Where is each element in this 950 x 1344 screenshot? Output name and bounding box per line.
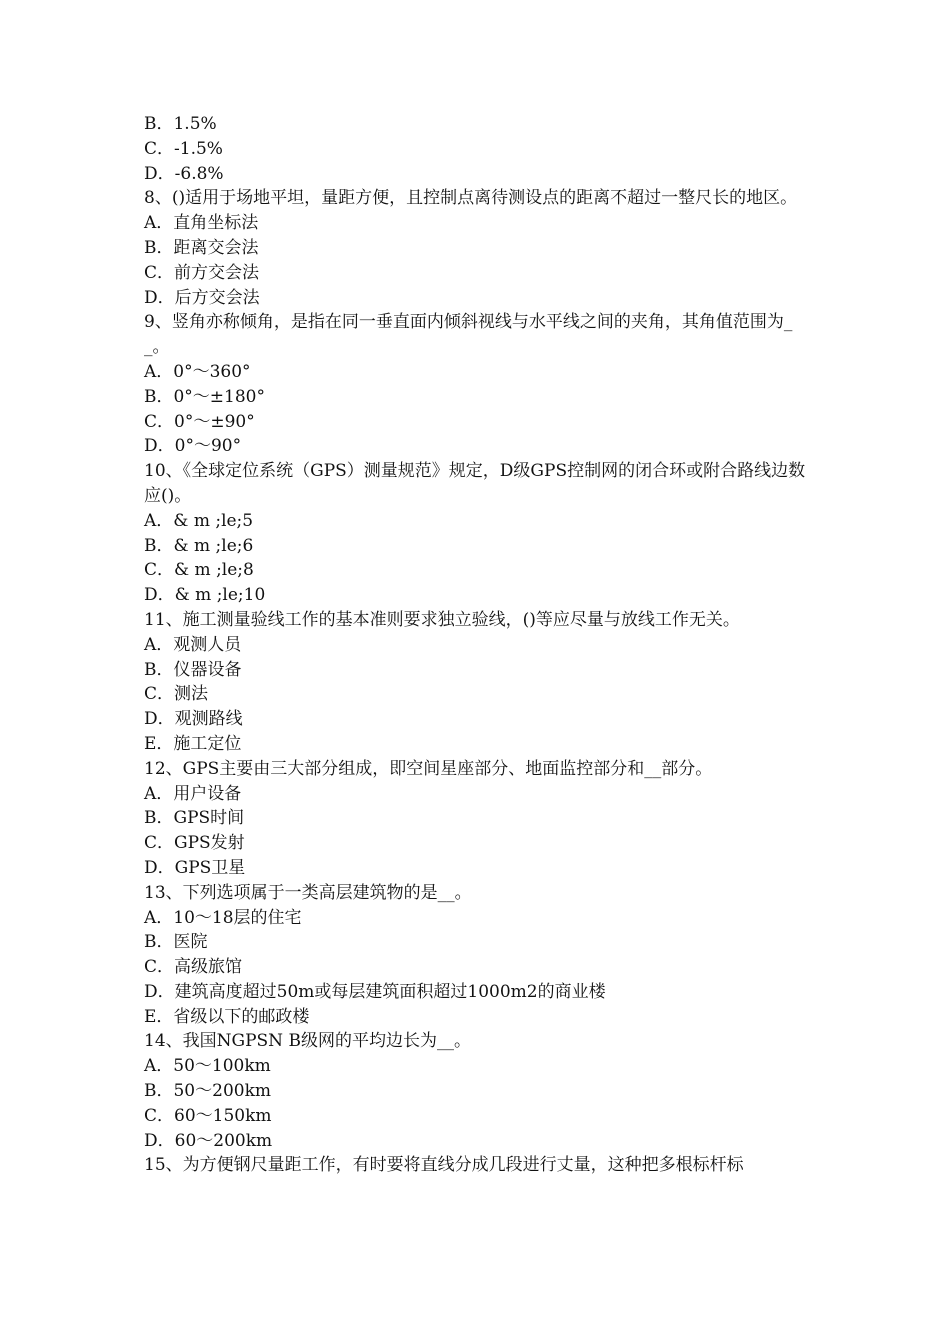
option-c-1: C．-1.5% — [144, 138, 223, 159]
question-13: 13、下列选项属于一类高层建筑物的是__。 — [144, 882, 472, 903]
q12-option-b: B．GPS时间 — [144, 808, 245, 829]
q9-option-b: B．0°～±180° — [144, 386, 266, 407]
q8-option-d: D．后方交会法 — [144, 287, 260, 308]
q11-option-a: A．观测人员 — [144, 634, 242, 655]
q9-option-a: A．0°～360° — [144, 361, 251, 382]
q13-option-c: C．高级旅馆 — [144, 957, 243, 978]
q9-option-c: C．0°～±90° — [144, 411, 255, 432]
q14-option-b: B．50～200km — [144, 1081, 271, 1102]
q8-option-c: C．前方交会法 — [144, 262, 260, 283]
question-8: 8、()适用于场地平坦，量距方便，且控制点离待测设点的距离不超过一整尺长的地区。 — [144, 188, 798, 209]
q10-option-b: B．& m ;le;6 — [144, 535, 254, 556]
q10-option-c: C．& m ;le;8 — [144, 560, 254, 581]
question-15: 15、为方便钢尺量距工作，有时要将直线分成几段进行丈量，这种把多根标杆标 — [144, 1155, 744, 1176]
q13-option-a: A．10～18层的住宅 — [144, 907, 302, 928]
question-14: 14、我国NGPSN B级网的平均边长为__。 — [144, 1031, 471, 1052]
q12-option-d: D．GPS卫星 — [144, 857, 246, 878]
q14-option-d: D．60～200km — [144, 1130, 273, 1151]
q10-option-a: A．& m ;le;5 — [144, 510, 254, 531]
question-12: 12、GPS主要由三大部分组成，即空间星座部分、地面监控部分和__部分。 — [144, 758, 713, 779]
q10-option-d: D．& m ;le;10 — [144, 585, 266, 606]
q12-option-c: C．GPS发射 — [144, 833, 245, 854]
q14-option-c: C．60～150km — [144, 1105, 272, 1126]
q11-option-b: B．仪器设备 — [144, 659, 242, 680]
question-10: 10、《全球定位系统（GPS）测量规范》规定，D级GPS控制网的闭合环或附合路线边数应()。 — [144, 461, 806, 506]
q8-option-b: B．距离交会法 — [144, 237, 259, 258]
question-9: 9、竖角亦称倾角，是指在同一垂直面内倾斜视线与水平线之间的夹角，其角值范围为__。 — [144, 312, 793, 358]
option-b-1: B．1.5% — [144, 114, 217, 134]
q14-option-a: A．50～100km — [144, 1056, 271, 1077]
q11-option-d: D．观测路线 — [144, 709, 243, 730]
q11-option-e: E．施工定位 — [144, 733, 242, 754]
question-11: 11、施工测量验线工作的基本准则要求独立验线，()等应尽量与放线工作无关。 — [144, 609, 740, 630]
q13-option-b: B．医院 — [144, 932, 208, 953]
exam-content — [144, 112, 812, 1178]
q8-option-a: A．直角坐标法 — [144, 213, 259, 234]
q12-option-a: A．用户设备 — [144, 783, 242, 804]
q9-option-d: D．0°～90° — [144, 436, 242, 457]
q13-option-e: E．省级以下的邮政楼 — [144, 1006, 310, 1027]
q11-option-c: C．测法 — [144, 684, 209, 705]
q13-option-d: D．建筑高度超过50m或每层建筑面积超过1000m2的商业楼 — [144, 981, 606, 1002]
option-d-1: D．-6.8% — [144, 163, 224, 184]
